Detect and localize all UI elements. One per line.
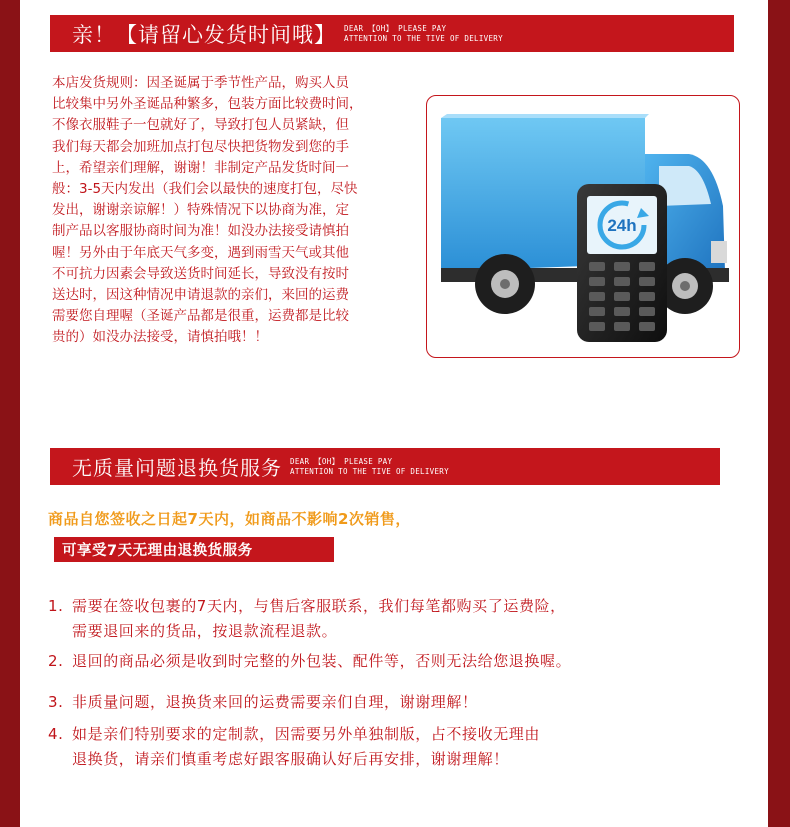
shipping-rules-text: 本店发货规则：因圣诞属于季节性产品，购买人员 比较集中另外圣诞品种繁多，包装方面比较费时间， 不像衣服鞋子一包就好了，导致打包人员紧缺，但 我们每天都会加班加点打包尽快把货物发到您的手 上，希望亲们理解，谢谢！非制定产品发货时间一 般：3-5天内发出（我们会以最快的速度打包，尽快 发出，谢谢亲谅解！）特殊情况下以协商为准，定 制产品以客服协商时间为准！如没办法接受请慎拍 喔！另外由于年底天气多变，遇到雨雪天气或其他 不可抗力因素会导致送货时间延长，导致没有按时 送达时，因这种情况申请退款的亲们，来回的运费 需要您自理喔（圣诞产品都是很重，运费都是比较 贵的）如没办法接受，请慎拍哦！！: [52, 75, 363, 346]
return-en-caption: DEAR 【OH】 PLEASE PAY ATTENTION TO THE TIVE OF DELIVERY: [290, 456, 449, 476]
list-item: 4. 如是亲们特别要求的定制款，因需要另外单独制版，占不接收无理由 退换货，请亲们慎重考虑好跟客服确认好后再安排，谢谢理解！: [48, 725, 541, 768]
shipping-banner: [50, 15, 734, 52]
mobile-phone: [577, 184, 667, 342]
shipping-en-caption: DEAR 【OH】 PLEASE PAY ATTENTION TO THE TIVE OF DELIVERY: [344, 23, 503, 43]
shipping-title: 亲！【请留心发货时间哦】: [72, 22, 336, 47]
list-item: 1. 需要在签收包裹的7天内，与售后客服联系，我们每笔都购买了运费险， 需要退回来的货品，按退款流程退款。: [48, 597, 566, 640]
page-content: [20, 0, 768, 827]
truck-phone-illustration: [427, 96, 739, 357]
return-service-bar: 可享受7天无理由退换货服务: [54, 537, 334, 562]
badge-24h: 24h: [607, 216, 637, 235]
list-item: 3. 非质量问题，退换货来回的运费需要亲们自理，谢谢理解！: [48, 693, 478, 711]
wheel-rear: [475, 254, 535, 314]
list-item: 2. 退回的商品必须是收到时完整的外包装、配件等，否则无法给您退换喔。: [48, 652, 572, 670]
return-banner: [50, 448, 720, 485]
delivery-truck-image: [426, 95, 740, 358]
return-highlight: 商品自您签收之日起7天内，如商品不影响2次销售，: [48, 510, 411, 528]
return-title: 无质量问题退换货服务: [72, 456, 282, 480]
